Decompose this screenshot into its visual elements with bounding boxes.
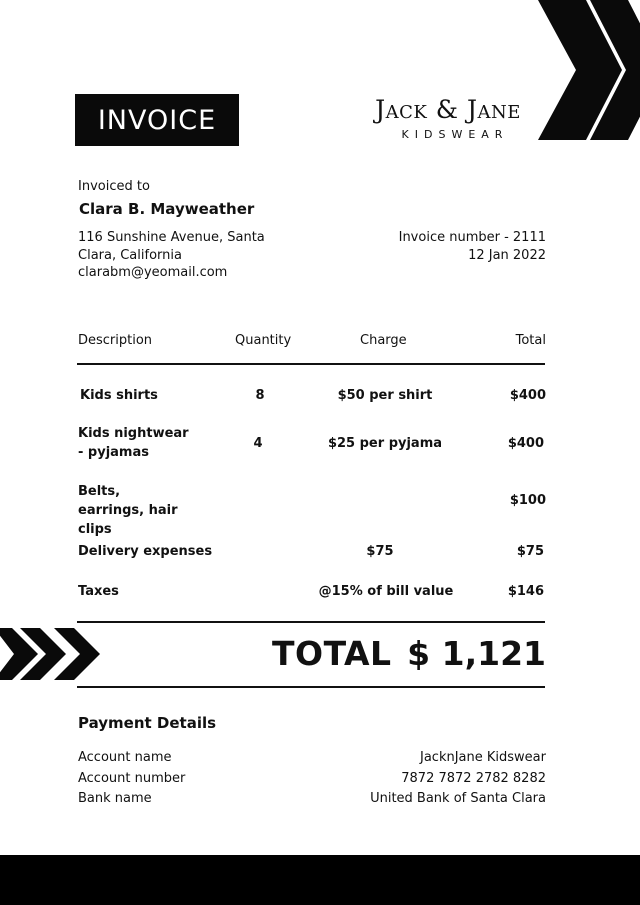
account-name-value: JacknJane Kidswear	[420, 750, 546, 765]
client-address-line2: Clara, California	[78, 247, 182, 263]
client-name: Clara B. Mayweather	[79, 200, 255, 218]
bank-name-label: Bank name	[78, 791, 152, 806]
bank-name-value: United Bank of Santa Clara	[370, 791, 546, 806]
table-header-divider	[77, 363, 545, 365]
row-total: $146	[507, 584, 544, 599]
brand-name: Jack & Jane	[375, 95, 521, 124]
column-header-total: Total	[515, 333, 546, 348]
row-description: Belts, earrings, hair clips	[78, 484, 178, 537]
total-bottom-divider	[77, 686, 545, 688]
chevron-arrows-decoration-icon	[0, 628, 102, 680]
row-description: Kids shirts	[80, 388, 158, 403]
row-charge: @15% of bill value	[318, 584, 454, 599]
invoice-date: 12 Jan 2022	[468, 247, 546, 263]
row-charge: $25 per pyjama	[327, 436, 443, 451]
client-email: clarabm@yeomail.com	[78, 265, 228, 280]
row-total: $100	[509, 493, 546, 508]
account-number-value: 7872 7872 2782 8282	[401, 771, 546, 786]
footer-bar	[0, 855, 640, 905]
row-total: $400	[507, 436, 544, 451]
row-charge: $50 per shirt	[337, 388, 433, 403]
brand-subtitle: KIDSWEAR	[401, 128, 509, 141]
row-charge: $75	[366, 544, 394, 559]
column-header-quantity: Quantity	[235, 333, 292, 348]
client-address	[78, 229, 278, 264]
payment-row-account-name	[78, 750, 546, 765]
row-total: $75	[516, 544, 544, 559]
row-description: Taxes	[78, 584, 119, 599]
payment-details-title: Payment Details	[78, 714, 217, 732]
row-quantity: 4	[253, 436, 263, 451]
row-description: Kids nightwear - pyjamas	[78, 426, 189, 460]
chevron-right-decoration-icon	[520, 0, 640, 140]
total-top-divider	[77, 621, 545, 623]
row-total: $400	[509, 388, 546, 403]
row-quantity: 8	[255, 388, 265, 403]
brand-logo	[360, 96, 536, 141]
payment-row-account-number	[78, 771, 546, 786]
invoice-meta	[399, 229, 546, 264]
invoiced-to-label: Invoiced to	[78, 179, 150, 194]
row-description: Delivery expenses	[78, 544, 213, 559]
grand-total-label: TOTAL	[272, 634, 392, 673]
column-header-description: Description	[78, 333, 153, 348]
grand-total-value: $ 1,121	[407, 634, 546, 673]
invoice-title: INVOICE	[97, 104, 217, 136]
account-name-label: Account name	[78, 750, 172, 765]
account-number-label: Account number	[78, 771, 186, 786]
client-address-line1: 116 Sunshine Avenue, Santa	[78, 230, 265, 245]
invoice-title-badge	[75, 94, 239, 146]
payment-row-bank-name	[78, 791, 546, 806]
invoice-number: Invoice number - 2111	[398, 230, 546, 245]
column-header-charge: Charge	[360, 333, 407, 348]
